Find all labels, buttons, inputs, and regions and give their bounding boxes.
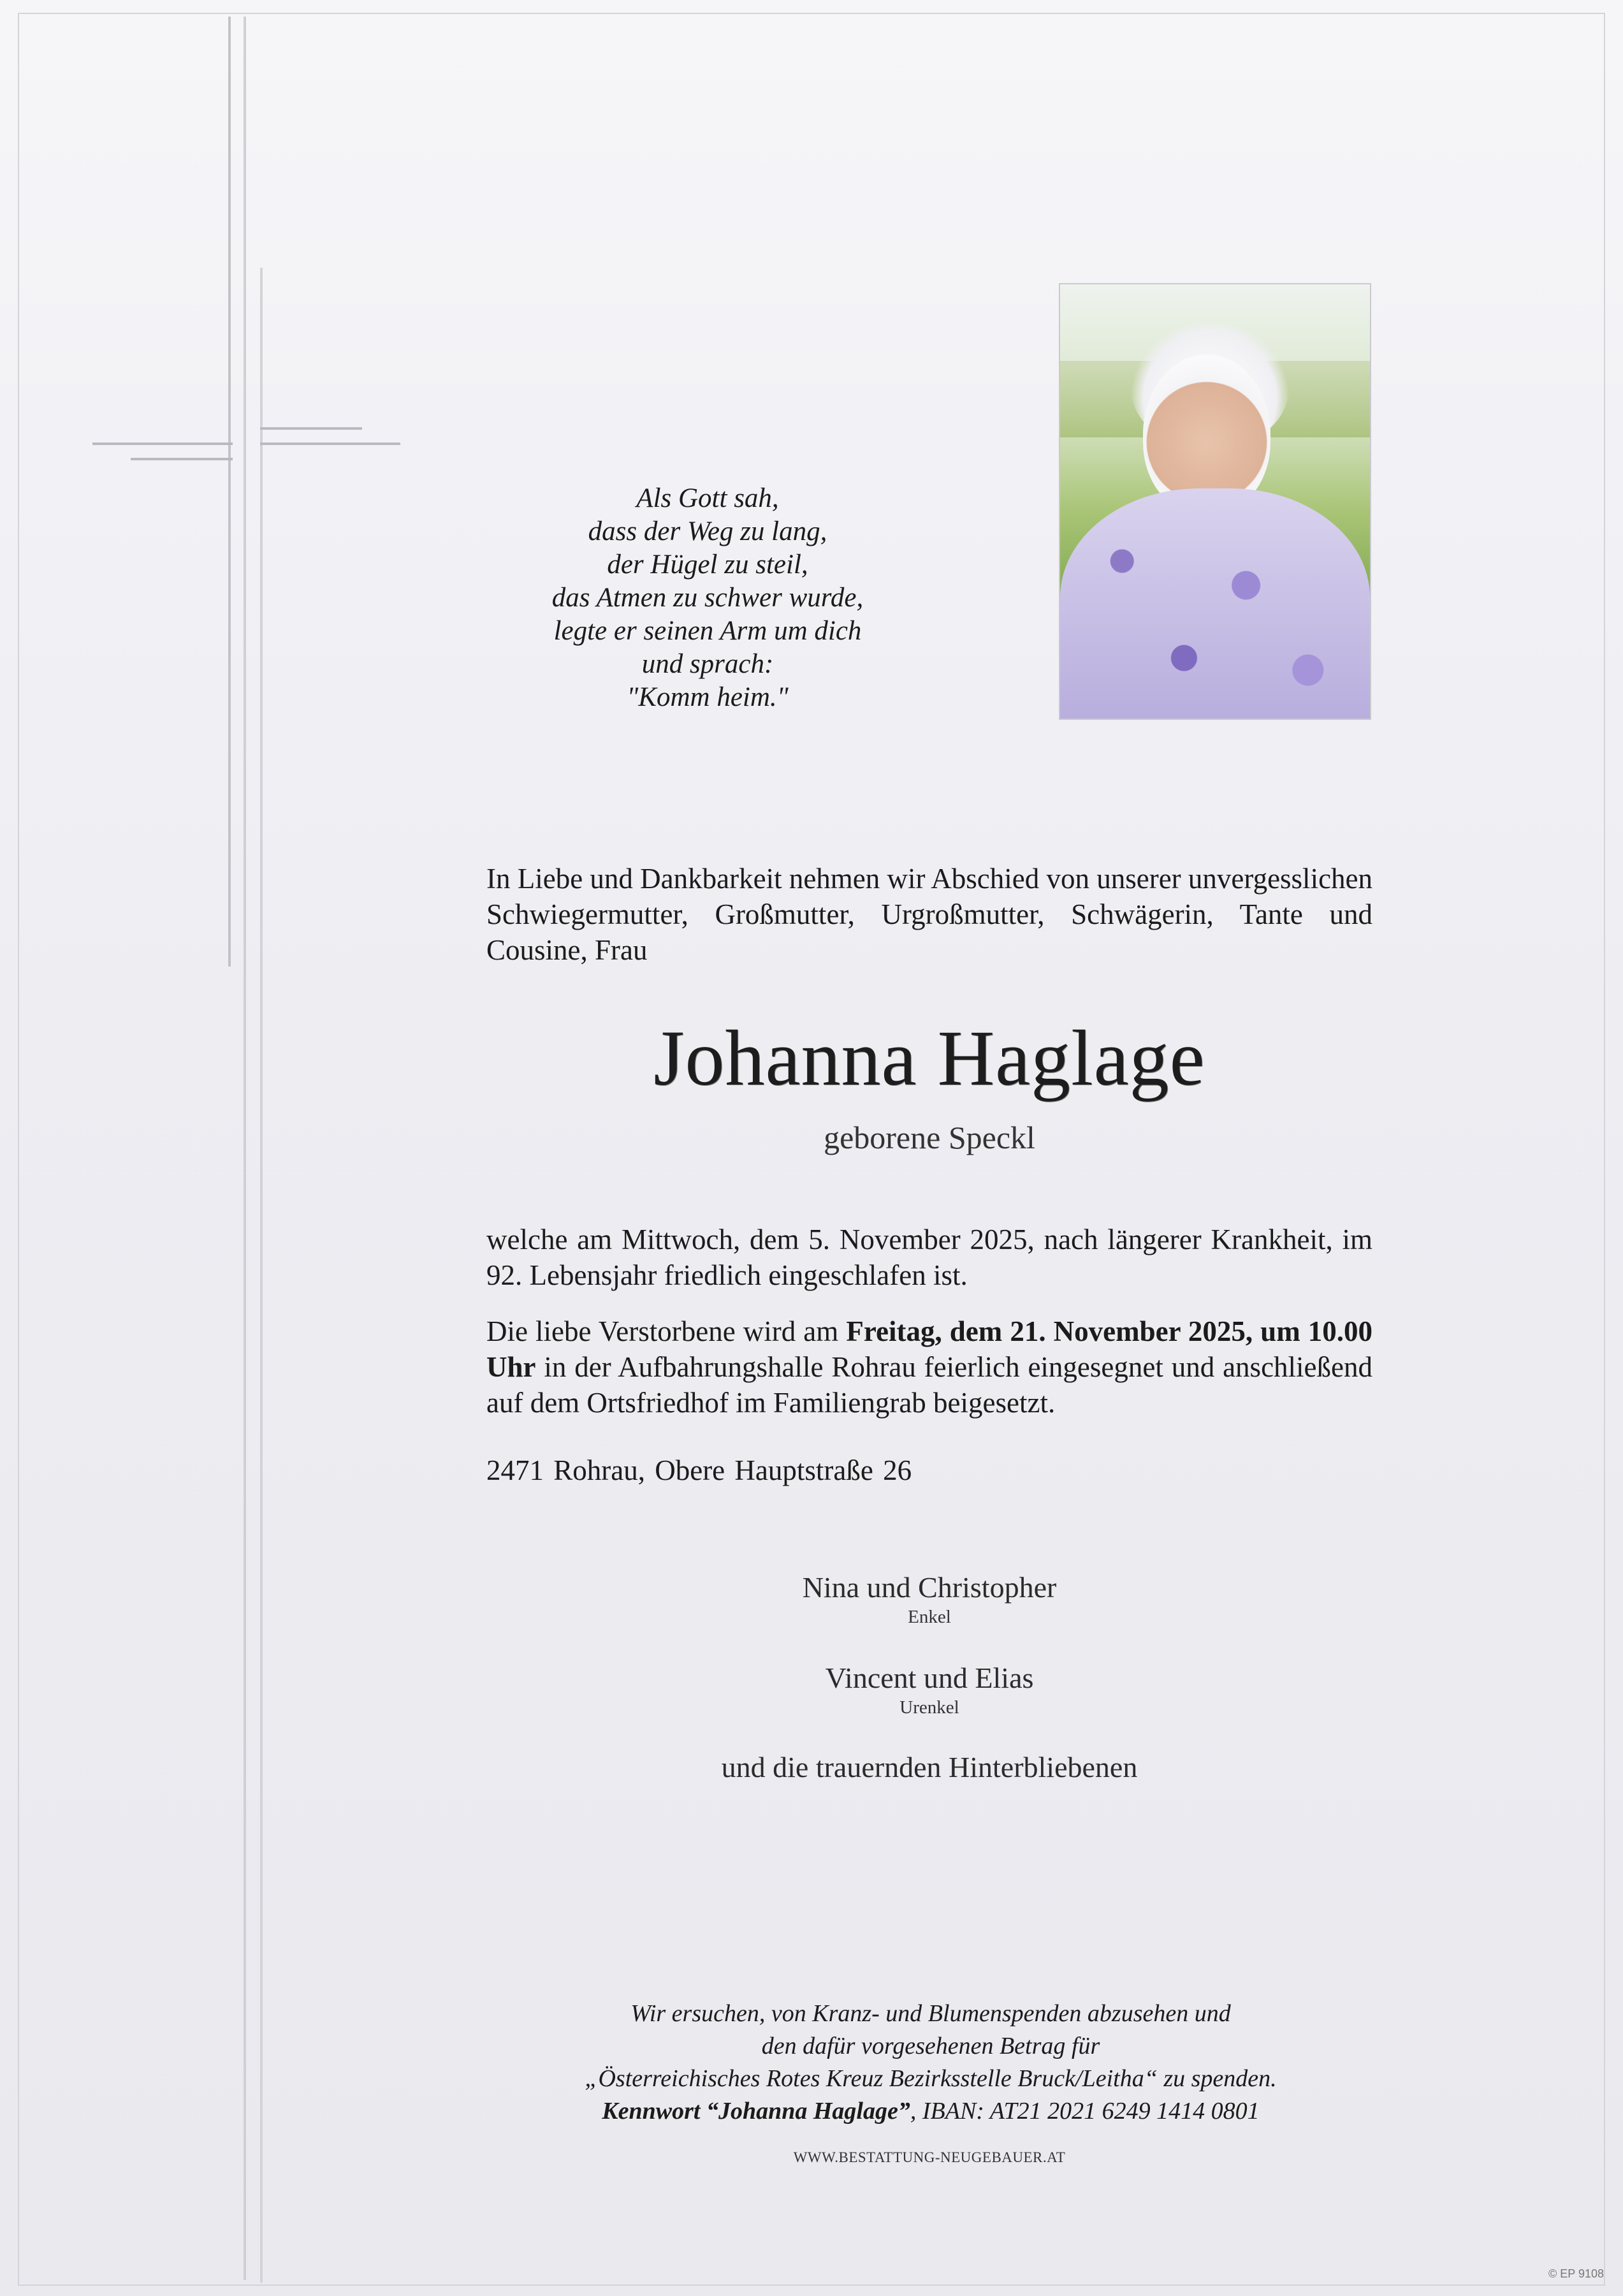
poem-line: legte er seinen Arm um dich: [553, 616, 862, 646]
poem-line: Als Gott sah,: [636, 483, 779, 513]
funeral-paragraph: [486, 1313, 1372, 1421]
template-code: © EP 9108: [1548, 2267, 1604, 2280]
mourners-closing: und die trauernden Hinterbliebenen: [721, 1751, 1138, 1783]
mourner-names: Vincent und Elias: [825, 1662, 1034, 1694]
death-notice-paragraph: [486, 1222, 1372, 1293]
poem-line: der Hügel zu steil,: [607, 550, 808, 580]
intro-text: In Liebe und Dankbarkeit nehmen wir Abschied von unserer unvergesslichen Schwiegermutter, Großmutter, Urgroßmutter, Schwägerin, Tante und Cousine, Frau: [486, 863, 1373, 966]
family-address: 2471 Rohrau, Obere Hauptstraße 26: [486, 1454, 912, 1486]
mourner-relation: Urenkel: [899, 1697, 959, 1718]
funeral-time: um 10.00 Uhr: [486, 1315, 1373, 1383]
donation-line: „Österreichisches Rotes Kreuz Bezirksstelle Bruck/Leitha“ zu spenden.: [585, 2065, 1277, 2092]
mourner-group: [486, 1570, 1372, 1628]
donation-keyword: Kennwort “Johanna Haglage”: [602, 2098, 910, 2124]
donation-line: den dafür vorgesehenen Betrag für: [761, 2033, 1100, 2059]
donation-request: [446, 1998, 1415, 2128]
intro-paragraph: [486, 861, 1372, 968]
memorial-poem: [504, 482, 912, 714]
deceased-name: Johanna Haglage: [653, 1014, 1205, 1102]
donation-line: Wir ersuchen, von Kranz- und Blumenspenden abzusehen und: [630, 2000, 1231, 2027]
poem-line: und sprach:: [641, 649, 774, 679]
mourner-names: Nina und Christopher: [802, 1571, 1057, 1604]
funeral-date: Freitag, dem 21. November 2025,: [846, 1315, 1253, 1347]
poem-line: das Atmen zu schwer wurde,: [551, 583, 864, 613]
poem-line: "Komm heim.": [627, 682, 789, 712]
portrait-photo: [1059, 283, 1371, 720]
funeral-suffix: in der Aufbahrungshalle Rohrau feierlich eingesegnet und anschließend auf dem Ortsfriedhof im Familiengrab beigesetzt.: [486, 1351, 1372, 1419]
mourner-relation: Enkel: [908, 1607, 951, 1627]
funeral-home-website: WWW.BESTATTUNG-NEUGEBAUER.AT: [793, 2149, 1066, 2165]
poem-line: dass der Weg zu lang,: [588, 516, 827, 546]
death-notice-text: welche am Mittwoch, dem 5. November 2025, nach längerer Krankheit, im 92. Lebensjahr friedlich eingeschlafen ist.: [486, 1224, 1372, 1291]
maiden-name: geborene Speckl: [824, 1120, 1035, 1155]
left-border-line-outer: [244, 17, 246, 2280]
donation-iban: , IBAN: AT21 2021 6249 1414 0801: [910, 2098, 1260, 2124]
mourner-group: [486, 1660, 1372, 1719]
left-border-line: [228, 17, 231, 967]
funeral-prefix: Die liebe Verstorbene wird am: [486, 1315, 847, 1347]
